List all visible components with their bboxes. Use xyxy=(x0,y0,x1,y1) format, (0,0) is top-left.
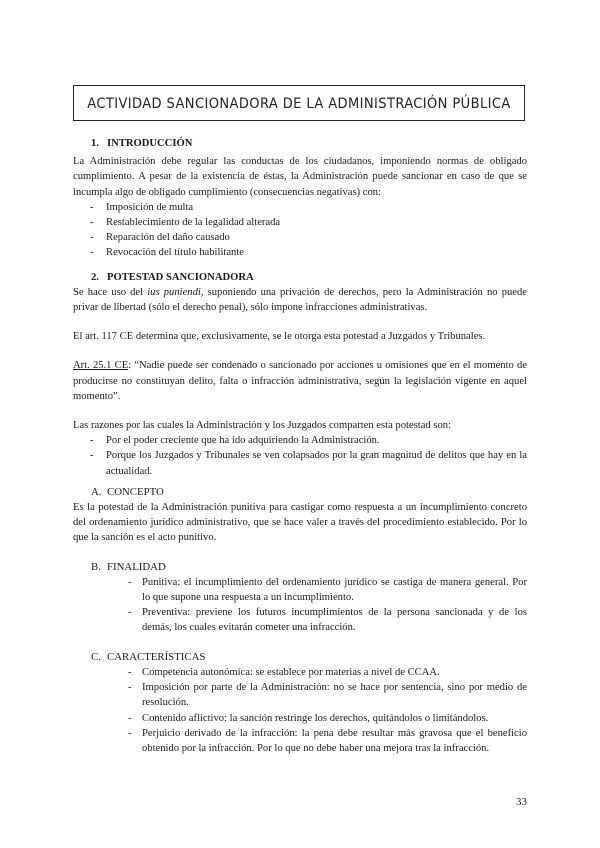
caracteristicas-list xyxy=(73,665,527,756)
list-item: - Reparación del daño causado xyxy=(73,230,527,245)
subsection-c-heading xyxy=(73,650,527,665)
concepto-paragraph: Es la potestad de la Administración punitiva para castigar como respuesta a un incumplimiento concreto del ordenamiento jurídico administrativo, que se hace valer a través del procedimiento establecido. Por lo que la sanción es el acto punitivo. xyxy=(73,502,527,544)
subsection-a-letter: A. xyxy=(91,485,102,498)
subsection-b-title: FINALIDAD xyxy=(107,560,166,573)
list-item: - Imposición por parte de la Administración: no se hace por sentencia, sino por medio de resolución. xyxy=(73,680,527,710)
section-1-number: 1. xyxy=(91,138,99,149)
section-2-title: POTESTAD SANCIONADORA xyxy=(107,271,254,283)
finalidad-list xyxy=(73,575,527,636)
document-body xyxy=(73,136,527,756)
text-run: , suponiendo una privación de derechos, pero la Administración no puede privar de libertad (sólo el derecho penal), sólo impone infracciones administrativas. xyxy=(73,286,527,314)
subsection-b-heading xyxy=(73,560,527,575)
article-reference: Art. 25.1 CE xyxy=(73,360,129,372)
subsection-a-heading xyxy=(73,485,527,500)
list-item: - Imposición de multa xyxy=(73,200,527,215)
list-item: - Preventiva: previene los futuros incumplimientos de la persona sancionada y de los demás, los cuales evitarán cometer una infracción. xyxy=(73,605,527,635)
subsection-c-letter: C. xyxy=(91,650,101,663)
subsection-b-letter: B. xyxy=(91,560,101,573)
section-2-paragraph-3 xyxy=(73,358,527,404)
title-box xyxy=(73,85,525,121)
section-2-paragraph-2: El art. 117 CE determina que, exclusivamente, se le otorga esta potestad a Juzgados y Tribunales. xyxy=(73,331,486,343)
section-2-number: 2. xyxy=(91,271,99,283)
list-item: - Perjuicio derivado de la infracción: la pena debe resultar más gravosa que el beneficio obtenido por la infracción. Por lo que no debe haber una mejora tras la infracción. xyxy=(73,726,527,756)
list-item: - Por el poder creciente que ha ido adquiriendo la Administración. xyxy=(73,433,527,448)
section-1-list xyxy=(73,200,527,261)
section-1-title: INTRODUCCIÓN xyxy=(107,138,193,149)
section-2-paragraph-1 xyxy=(73,285,527,315)
page-title: ACTIVIDAD SANCIONADORA DE LA ADMINISTRACIÓN PÚBLICA xyxy=(87,96,511,112)
list-item: - Competencia autonómica: se establece por materias a nivel de CCAA. xyxy=(73,665,527,680)
list-item: - Punitiva: el incumplimiento del ordenamiento jurídico se castiga de manera general. Por lo que supone una respuesta a un incumplimiento. xyxy=(73,575,527,605)
section-2-heading xyxy=(73,270,527,285)
subsection-a-title: CONCEPTO xyxy=(107,485,164,498)
list-item: - Revocación del título habilitante xyxy=(73,245,527,260)
list-item: - Contenido aflictivo: la sanción restringe los derechos, quitándolos o limitándolos. xyxy=(73,711,527,726)
section-1-heading xyxy=(73,136,527,151)
list-item: - Restablecimiento de la legalidad alterada xyxy=(73,215,527,230)
text-run: Se hace uso del xyxy=(73,286,148,298)
section-2-list xyxy=(73,433,527,479)
section-1-paragraph: La Administración debe regular las conductas de los ciudadanos, imponiendo normas de obligado cumplimiento. A pesar de la existencia de éstas, la Administración puede sancionar en caso de que se incumpla algo de obligado cumplimiento (consecuencias negativas) con: xyxy=(73,156,527,198)
section-2-paragraph-4: Las razones por las cuales la Administración y los Juzgados comparten esta potestad son: xyxy=(73,420,452,432)
italic-term: ius puniendi xyxy=(147,286,201,298)
list-item: - Porque los Juzgados y Tribunales se ven colapsados por la gran magnitud de delitos que hay en la actualidad. xyxy=(73,448,527,478)
subsection-c-title: CARACTERÍSTICAS xyxy=(107,650,206,663)
text-run: : “Nadie puede ser condenado o sancionado por acciones u omisiones que en el momento de producirse no constituyan delito, falta o infracción administrativa, según la legislación vigente en aquel momento”. xyxy=(73,360,527,402)
page-number: 33 xyxy=(516,796,527,808)
